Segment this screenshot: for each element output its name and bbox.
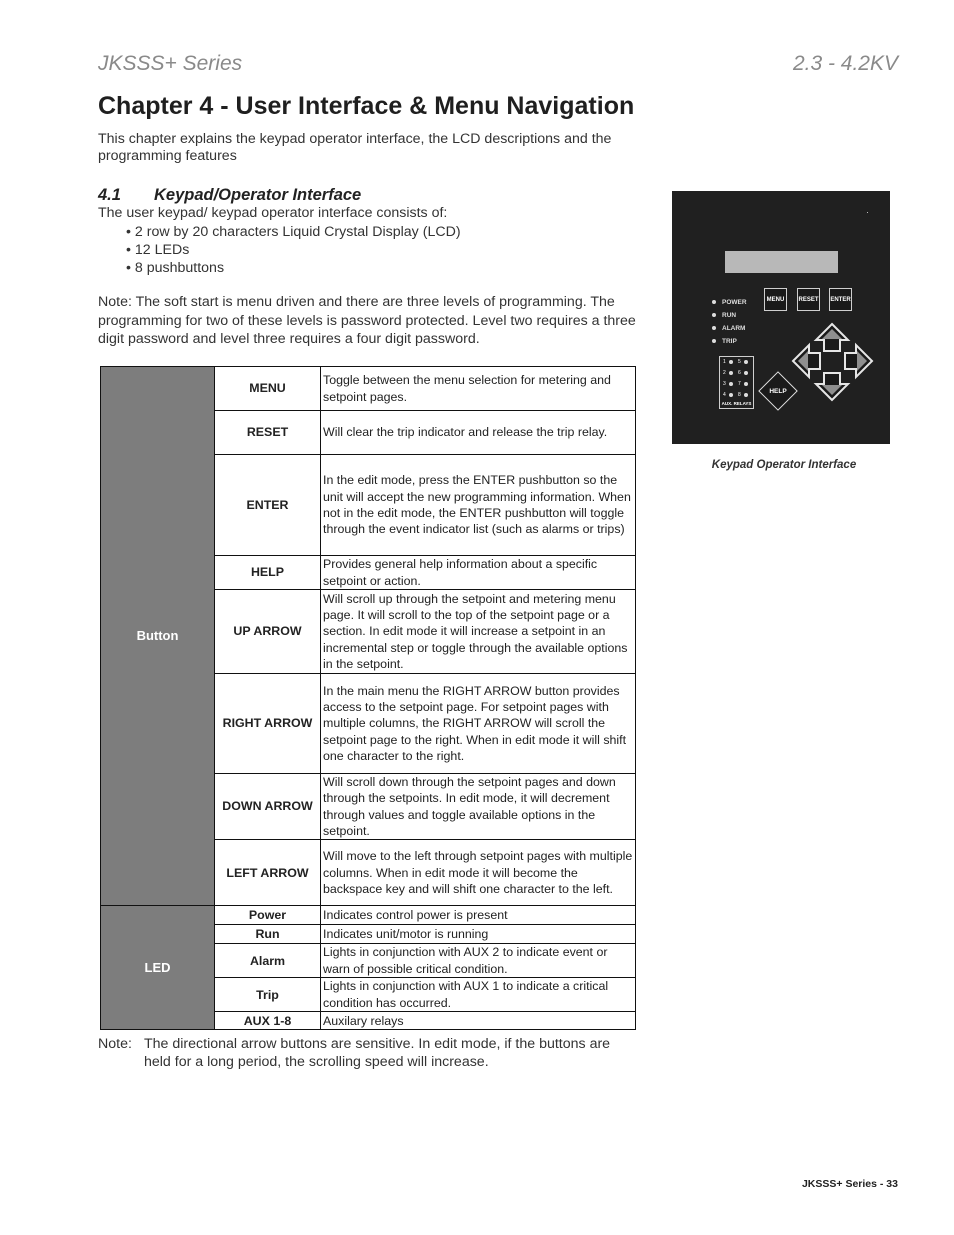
- programming-note: Note: The soft start is menu driven and there are three levels of programming. The programming for two of these levels is password protected. Level two requires a three digit password and level three requires a four digit password.: [98, 294, 636, 347]
- button-description: In the main menu the RIGHT ARROW button provides access to the setpoint page. For setpoint pages with multiple columns, the RIGHT ARROW will scroll the setpoint page to the right. When in edit mode it will shift one character to the right.: [321, 674, 636, 774]
- keypad-dot: [867, 212, 868, 213]
- aux-led: [744, 393, 748, 397]
- note-label: Note:: [98, 1036, 132, 1052]
- list-item: • 2 row by 20 characters Liquid Crystal Display (LCD): [126, 224, 461, 240]
- list-item: • 8 pushbuttons: [126, 260, 225, 276]
- button-description: Provides general help information about a specific setpoint or action.: [321, 556, 636, 590]
- aux-number: 3: [723, 381, 726, 387]
- section-title: Keypad/Operator Interface: [154, 186, 362, 204]
- table-row: [101, 367, 636, 411]
- button-description: Will move to the left through setpoint pages with multiple columns. When in edit mode it will become the backspace key and will shift one character to the left.: [321, 840, 636, 906]
- led-name: Alarm: [215, 944, 321, 978]
- section-heading: [98, 186, 361, 205]
- keypad-description-table: [100, 366, 636, 1030]
- keypad-arrow-pad: [790, 321, 875, 406]
- keypad-reset-button: RESET: [797, 288, 820, 311]
- led-name: Power: [215, 906, 321, 925]
- header-voltage: 2.3 - 4.2KV: [792, 52, 898, 75]
- button-name: UP ARROW: [215, 590, 321, 674]
- keypad-led-trip: TRIP: [712, 338, 737, 345]
- led-name: Trip: [215, 978, 321, 1012]
- led-description: Lights in conjunction with AUX 1 to indicate a critical condition has occurred.: [321, 978, 636, 1012]
- keypad-aux-panel: [719, 356, 754, 409]
- aux-relays-label: AUX. RELAYS: [721, 401, 752, 406]
- button-name: HELP: [215, 556, 321, 590]
- led-description: Indicates control power is present: [321, 906, 636, 925]
- button-name: DOWN ARROW: [215, 774, 321, 840]
- led-name: Run: [215, 925, 321, 944]
- keypad-lcd: [725, 251, 838, 273]
- header-series: JKSSS+ Series: [98, 52, 243, 75]
- button-description: In the edit mode, press the ENTER pushbutton so the unit will accept the new programming information. When not in the edit mode, the ENTER pushbutton will toggle through the event indicator list (such as alarms or trips): [321, 455, 636, 556]
- keypad-image: [672, 191, 890, 444]
- aux-number: 1: [723, 359, 726, 365]
- led-description: Lights in conjunction with AUX 2 to indicate event or warn of possible critical condition.: [321, 944, 636, 978]
- list-item: • 12 LEDs: [126, 242, 190, 258]
- aux-number: 5: [738, 359, 741, 365]
- section-lead: The user keypad/ keypad operator interface consists of:: [98, 205, 448, 221]
- led-description: Indicates unit/motor is running: [321, 925, 636, 944]
- led-group-label: LED: [101, 906, 215, 1030]
- button-description: Will scroll down through the setpoint pages and down through the setpoints. In edit mode, it will decrement through values and toggle available options in the setpoint.: [321, 774, 636, 840]
- note-text: The directional arrow buttons are sensitive. In edit mode, if the buttons are held for a long period, the scrolling speed will increase.: [144, 1036, 611, 1071]
- aux-number: 8: [738, 392, 741, 398]
- button-group-label: Button: [101, 367, 215, 906]
- keypad-led-power: POWER: [712, 299, 747, 306]
- table-row: [101, 906, 636, 925]
- keypad-help-label: HELP: [769, 387, 787, 395]
- chapter-intro: This chapter explains the keypad operator interface, the LCD descriptions and the programming features: [98, 131, 612, 164]
- section-number: 4.1: [98, 186, 121, 204]
- button-name: RESET: [215, 411, 321, 455]
- button-description: Toggle between the menu selection for metering and setpoint pages.: [321, 367, 636, 411]
- led-description: Auxilary relays: [321, 1012, 636, 1030]
- keypad-led-alarm: ALARM: [712, 325, 745, 332]
- chapter-title: Chapter 4 - User Interface & Menu Navigation: [98, 92, 635, 120]
- aux-number: 2: [723, 370, 726, 376]
- aux-led: [729, 382, 733, 386]
- keypad-enter-button: ENTER: [829, 288, 852, 311]
- aux-number: 7: [738, 381, 741, 387]
- button-name: RIGHT ARROW: [215, 674, 321, 774]
- button-name: ENTER: [215, 455, 321, 556]
- aux-number: 4: [723, 392, 726, 398]
- aux-led: [744, 382, 748, 386]
- aux-number: 6: [738, 370, 741, 376]
- led-name: AUX 1-8: [215, 1012, 321, 1030]
- aux-led: [744, 371, 748, 375]
- feature-list: [126, 223, 461, 277]
- keypad-caption: Keypad Operator Interface: [711, 459, 857, 471]
- keypad-led-run: RUN: [712, 312, 736, 319]
- aux-led: [729, 371, 733, 375]
- keypad-menu-button: MENU: [764, 288, 787, 311]
- aux-led: [729, 393, 733, 397]
- arrow-note: [98, 1035, 614, 1072]
- page-footer: JKSSS+ Series - 33: [801, 1178, 898, 1190]
- aux-led: [744, 360, 748, 364]
- aux-led: [729, 360, 733, 364]
- button-description: Will clear the trip indicator and release the trip relay.: [321, 411, 636, 455]
- button-name: LEFT ARROW: [215, 840, 321, 906]
- button-description: Will scroll up through the setpoint and metering menu page. It will scroll to the top of the setpoint page or a section. In edit mode it will increase a setpoint in an incremental step or toggle through the available options in the setpoint.: [321, 590, 636, 674]
- button-name: MENU: [215, 367, 321, 411]
